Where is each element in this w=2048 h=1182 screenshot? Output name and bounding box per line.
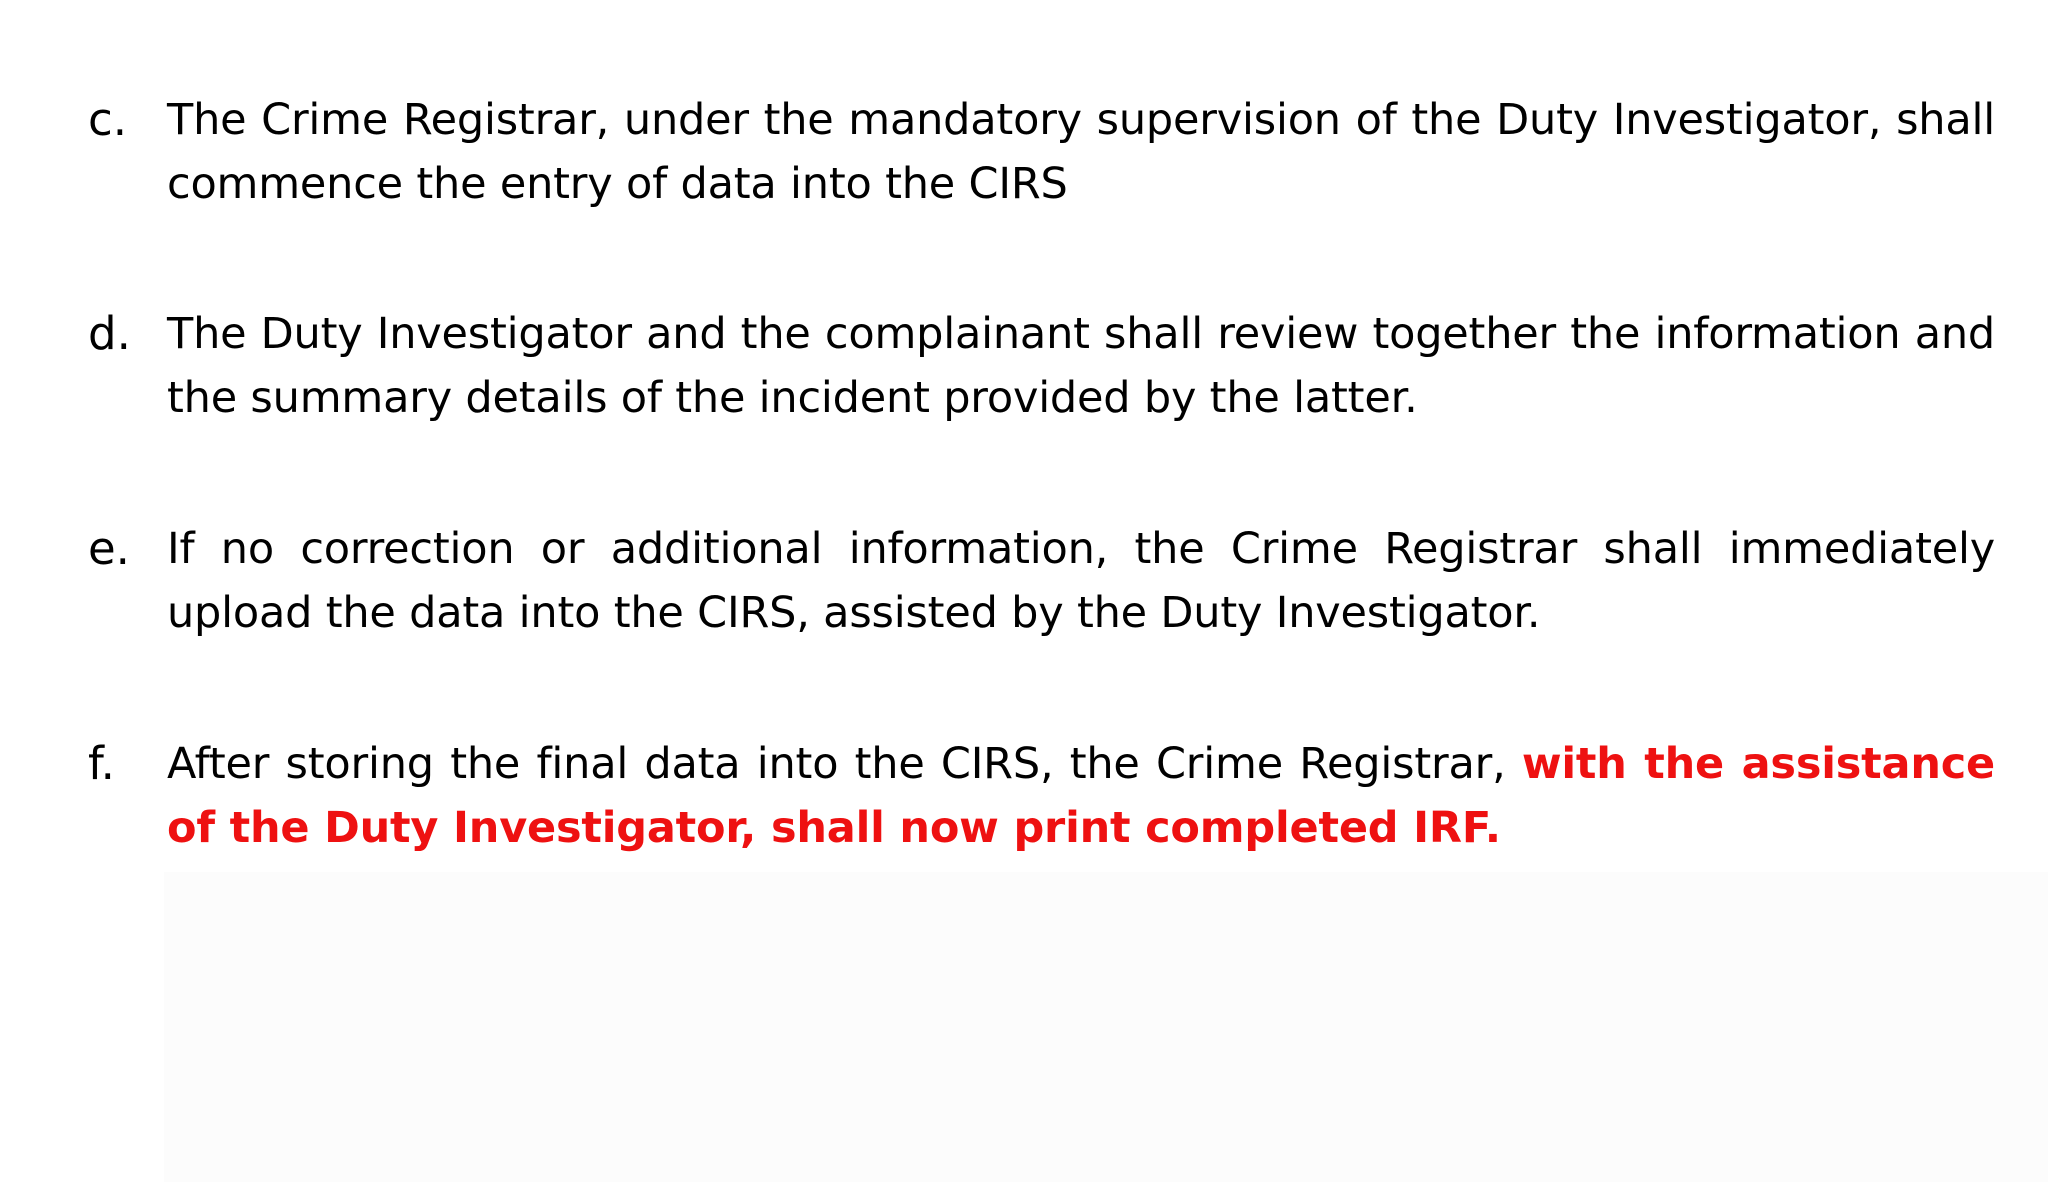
list-item-e xyxy=(88,517,1995,645)
list-marker: d. xyxy=(88,307,131,360)
list-item-f xyxy=(88,732,1995,860)
list-marker: c. xyxy=(88,93,128,146)
list-item-text: If no correction or additional information, the Crime Registrar shall immediately upload the data into the CIRS, assisted by the Duty Investigator. xyxy=(167,524,1995,638)
list-item-d xyxy=(88,302,1995,430)
list-item-text: The Crime Registrar, under the mandatory supervision of the Duty Investigator, shall commence the entry of data into the CIRS xyxy=(167,95,1995,209)
list-marker: e. xyxy=(88,522,130,575)
procedure-list xyxy=(88,0,1995,1182)
list-item-plain-text: After storing the final data into the CIRS, the Crime Registrar, xyxy=(167,739,1522,789)
list-item-text: The Duty Investigator and the complainant shall review together the information and the summary details of the incident provided by the latter. xyxy=(167,309,1995,423)
list-item-text xyxy=(167,732,1995,860)
emphasized-red-text: with the assistance of the Duty Investigator, shall now print completed IRF. xyxy=(167,739,1995,853)
list-marker: f. xyxy=(88,737,115,790)
list-item-c xyxy=(88,88,1995,216)
